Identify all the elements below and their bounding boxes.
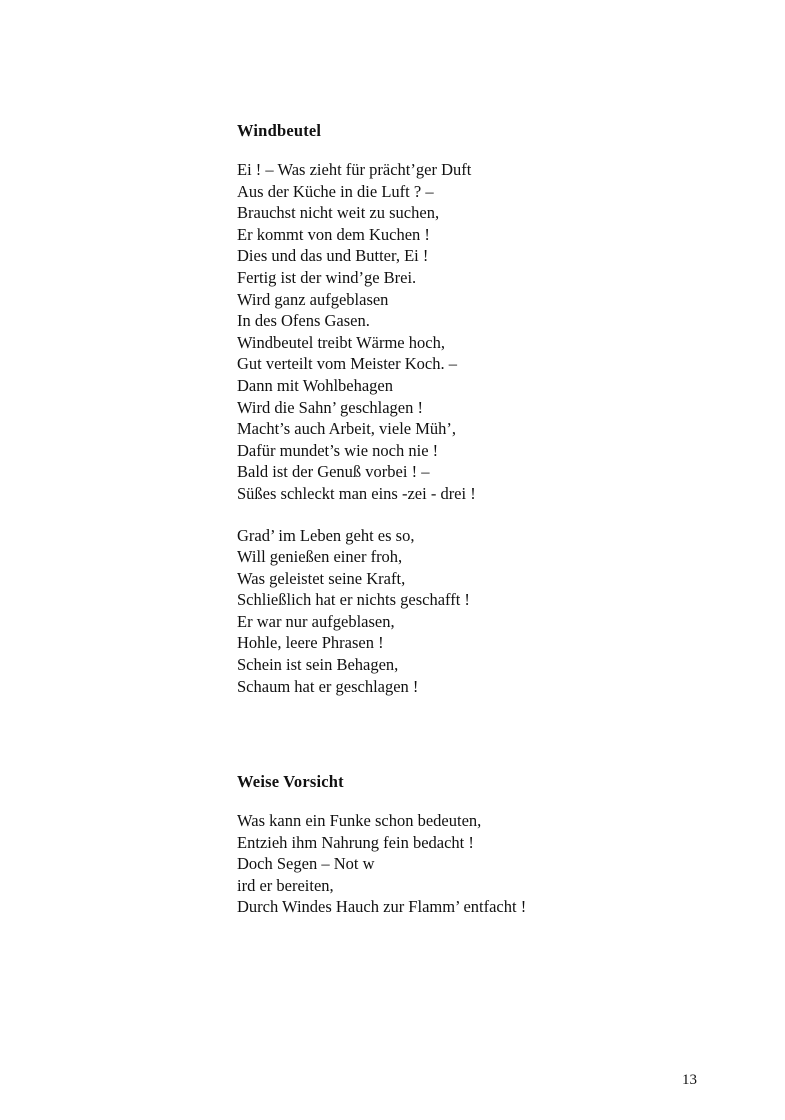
stanza	[237, 810, 526, 918]
poem-line: Was kann ein Funke schon bedeuten,	[237, 811, 482, 830]
poem-title: Weise Vorsicht	[237, 772, 344, 791]
poem-line: In des Ofens Gasen.	[237, 311, 370, 331]
poem-line: Grad’ im Leben geht es so,	[237, 525, 415, 545]
poem-line: Was geleistet seine Kraft,	[237, 568, 406, 588]
page-number: 13	[682, 1072, 697, 1088]
poem-line: Dies und das und Butter, Ei !	[237, 246, 429, 266]
poem-line: Fertig ist der wind’ge Brei.	[237, 267, 417, 287]
poem-line: Doch Segen – Not w	[237, 854, 375, 874]
poem-line: Schließlich hat er nichts geschafft !	[237, 590, 470, 610]
poem-line: Hohle, leere Phrasen !	[237, 633, 384, 653]
poem-line: Wird die Sahn’ geschlagen !	[237, 397, 423, 417]
poem-line: Er kommt von dem Kuchen !	[237, 224, 430, 244]
stanza	[237, 159, 476, 505]
poem-line: Entzieh ihm Nahrung fein bedacht !	[237, 832, 474, 852]
poem-line: Dann mit Wohlbehagen	[237, 375, 394, 395]
poem-line: Ei ! – Was zieht für prächt’ger Duft	[237, 160, 472, 179]
poem-weise-vorsicht	[237, 772, 526, 938]
poem-windbeutel	[237, 121, 476, 717]
poem-line: Brauchst nicht weit zu suchen,	[237, 203, 440, 223]
poem-line: Durch Windes Hauch zur Flamm’ entfacht !	[237, 897, 527, 917]
poem-line: Macht’s auch Arbeit, viele Müh’,	[237, 419, 457, 439]
poem-line: Windbeutel treibt Wärme hoch,	[237, 332, 445, 352]
poem-line: Schein ist sein Behagen,	[237, 655, 399, 675]
stanza	[237, 525, 476, 698]
poem-line: Er war nur aufgeblasen,	[237, 611, 395, 631]
poem-line: Schaum hat er geschlagen !	[237, 676, 419, 696]
poem-line: Bald ist der Genuß vorbei ! –	[237, 462, 430, 482]
poem-line: Dafür mundet’s wie noch nie !	[237, 440, 439, 460]
poem-line: Gut verteilt vom Meister Koch. –	[237, 354, 457, 374]
poem-line: Aus der Küche in die Luft ? –	[237, 181, 434, 201]
poem-title: Windbeutel	[237, 121, 322, 140]
poem-line: Süßes schleckt man eins -zei - drei !	[237, 483, 476, 503]
poem-line: Will genießen einer froh,	[237, 547, 403, 567]
poem-line: ird er bereiten,	[237, 875, 334, 895]
poem-line: Wird ganz aufgeblasen	[237, 289, 389, 309]
